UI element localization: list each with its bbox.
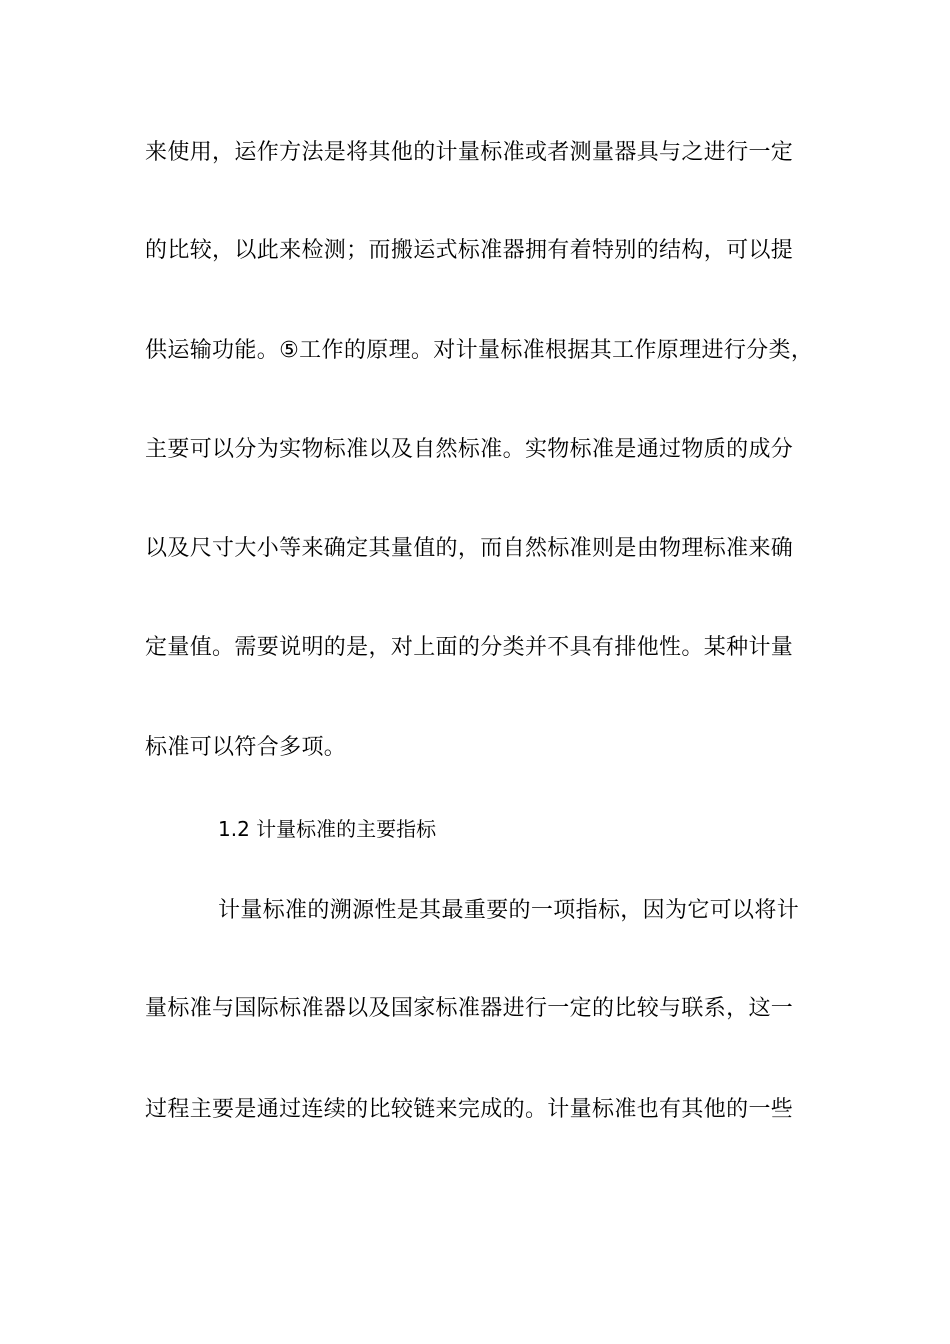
text-line: 定量值。需要说明的是，对上面的分类并不具有排他性。某种计量: [145, 635, 794, 660]
text-line: 供运输功能。⑤工作的原理。对计量标准根据其工作原理进行分类，: [145, 338, 814, 363]
text-line: 计量标准的溯源性是其最重要的一项指标，因为它可以将计: [218, 898, 800, 923]
text-line: 以及尺寸大小等来确定其量值的，而自然标准则是由物理标准来确: [145, 536, 794, 561]
text-line: 标准可以符合多项。: [145, 735, 347, 760]
text-line: 过程主要是通过连续的比较链来完成的。计量标准也有其他的一些: [145, 1097, 794, 1122]
text-line: 主要可以分为实物标准以及自然标准。实物标准是通过物质的成分: [145, 437, 794, 462]
text-line: 量标准与国际标准器以及国家标准器进行一定的比较与联系，这一: [145, 996, 794, 1021]
text-line: 的比较，以此来检测；而搬运式标准器拥有着特别的结构，可以提: [145, 238, 794, 263]
text-line: 来使用，运作方法是将其他的计量标准或者测量器具与之进行一定: [145, 140, 794, 165]
section-heading: 1.2 计量标准的主要指标: [218, 817, 437, 841]
